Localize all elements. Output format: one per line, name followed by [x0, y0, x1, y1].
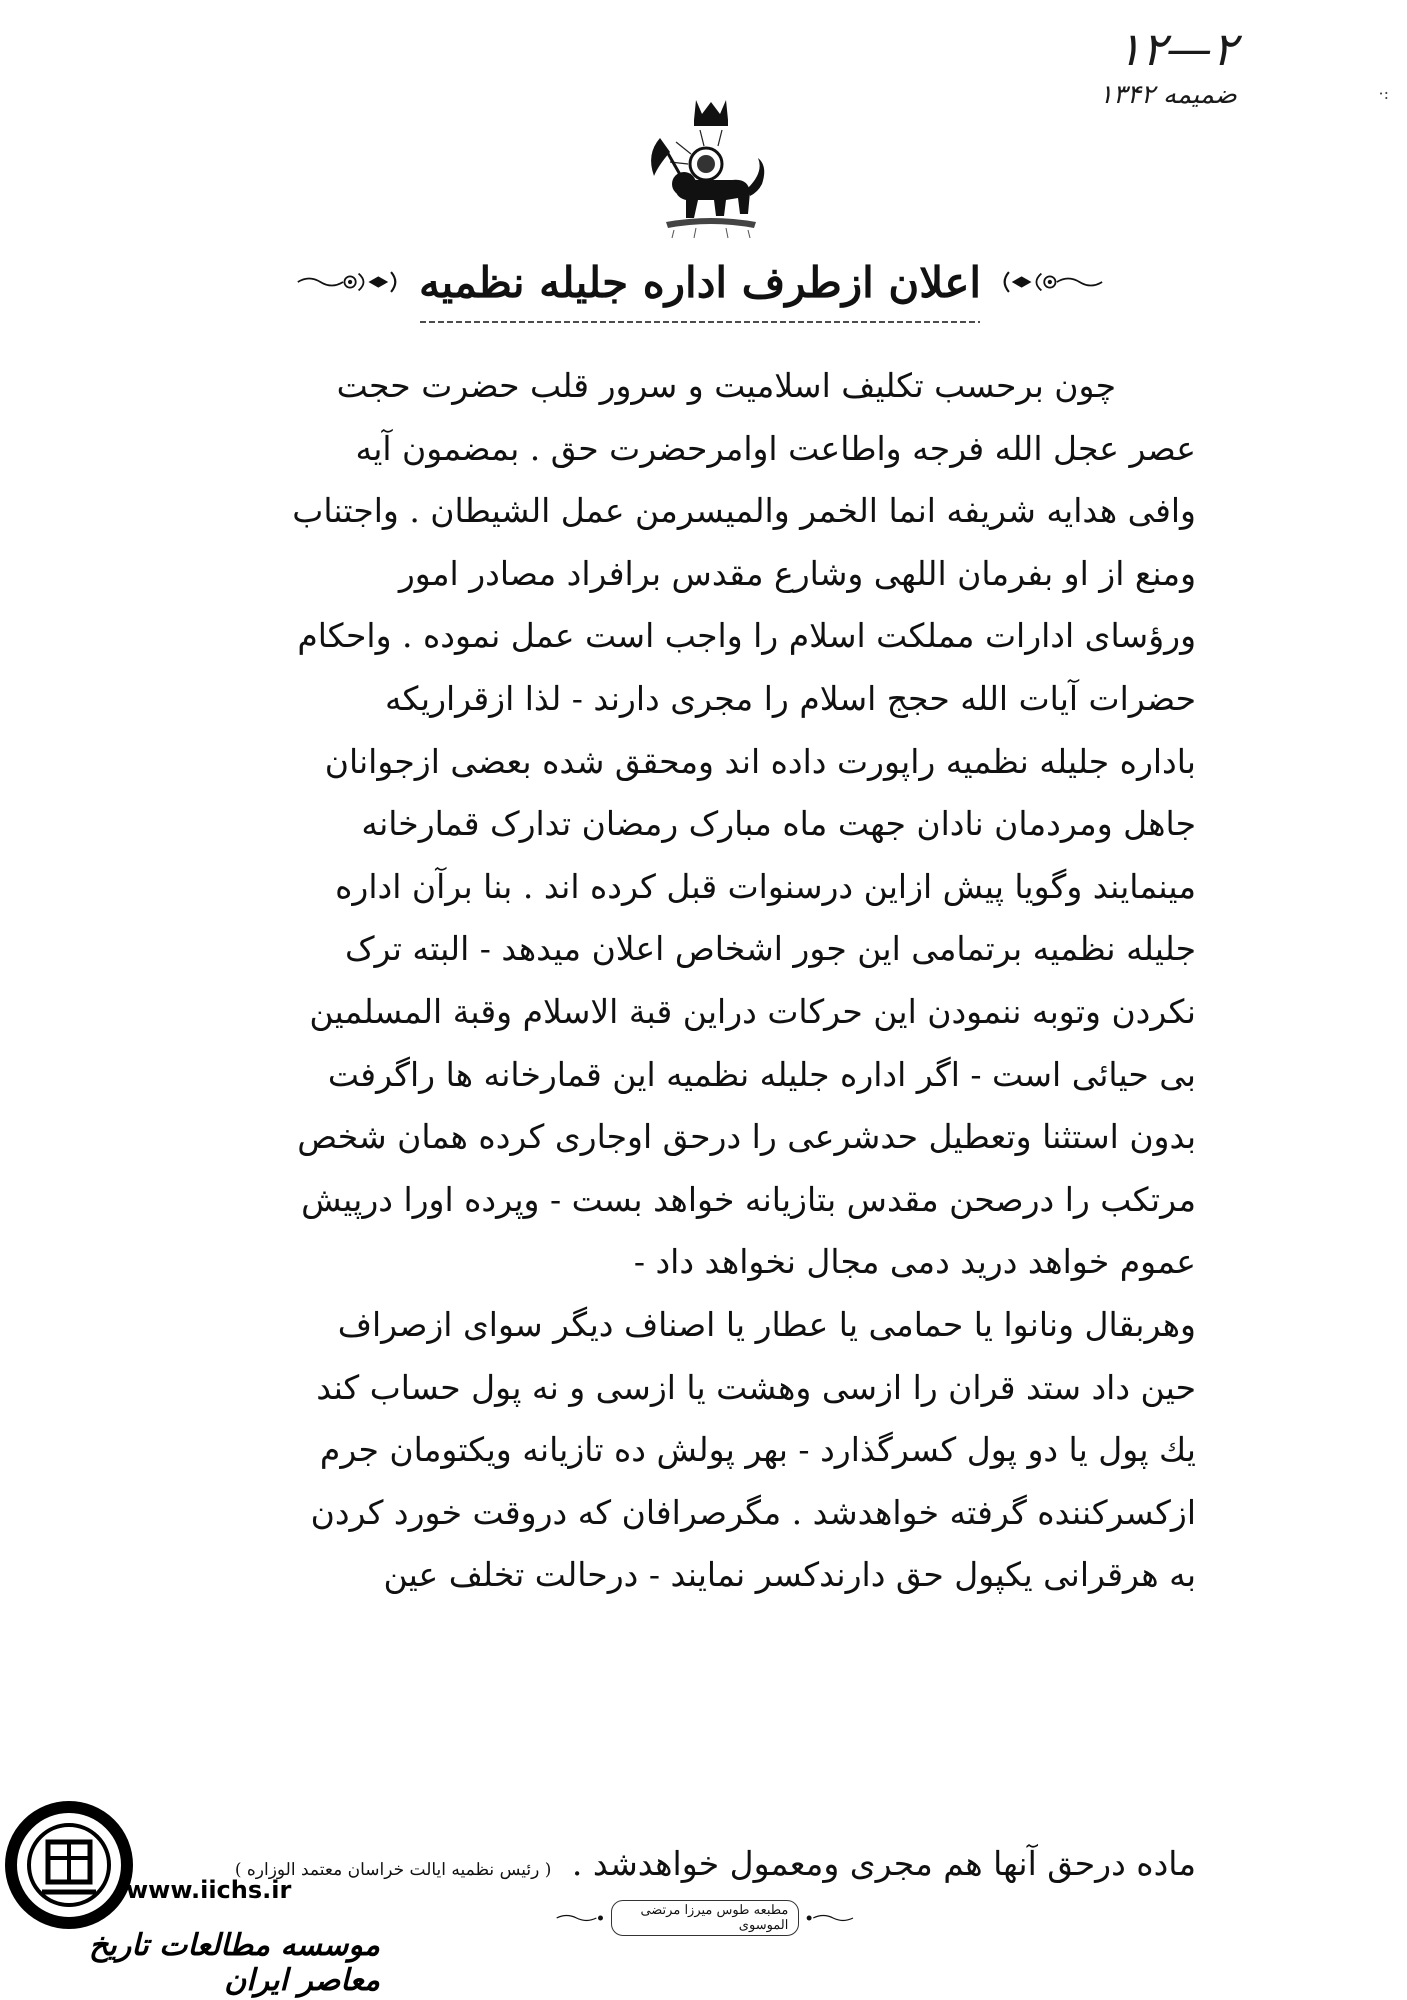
- printer-imprint: [555, 1905, 855, 1931]
- handwritten-reference: [977, 22, 1237, 110]
- body-line: چون برحسب تکلیف اسلامیت و سرور قلب حضرت حجت: [336, 366, 1116, 405]
- archive-watermark: [0, 1800, 380, 2000]
- body-line: حضرات آیات الله حجج اسلام را مجری دارند - لذا ازقراریکه: [384, 678, 1196, 718]
- reference-note: ضمیمه ۱۳۴۲: [1098, 80, 1237, 110]
- ornament-scroll-icon: [555, 1911, 605, 1925]
- reference-number: ۱۲—۲: [1116, 22, 1237, 76]
- lion-and-sun-emblem-icon: [636, 92, 786, 242]
- watermark-url: www.iichs.ir: [126, 1876, 292, 1904]
- notice-title: اعلان ازطرف اداره جلیله نظمیه: [418, 257, 982, 307]
- title-divider: [420, 318, 980, 326]
- body-line: باداره جلیله نظمیه راپورت داده اند ومحقق شده بعضی ازجوانان: [324, 741, 1196, 781]
- closing-text: ماده درحق آنها هم مجری ومعمول خواهدشد .: [571, 1844, 1196, 1883]
- body-line: مینمایند وگویا پیش ازاین درسنوات قبل کرده اند . بنا برآن اداره: [335, 866, 1196, 906]
- signatory: ( رئیس نظمیه ایالت خراسان معتمد الوزاره ): [234, 1860, 552, 1880]
- title-row: [295, 250, 1105, 314]
- ornament-scroll-icon: [999, 262, 1105, 302]
- body-line: حین داد ستد قران را ازسی وهشت یا ازسی و نه پول حساب کند: [316, 1367, 1196, 1407]
- margin-mark: ·:: [1378, 84, 1389, 103]
- body-line: ومنع از او بفرمان اللهی وشارع مقدس برافراد مصادر امور: [398, 553, 1196, 593]
- printer-name: مطبعه طوس میرزا مرتضی الموسوی: [611, 1900, 800, 1936]
- body-line: ازکسرکننده گرفته خواهدشد . مگرصرافان که دروقت خورد کردن: [310, 1492, 1196, 1532]
- ornament-scroll-icon: [295, 262, 401, 302]
- notice-body: [168, 355, 1196, 1607]
- body-line: جاهل ومردمان نادان جهت ماه مبارک رمضان تدارک قمارخانه: [361, 804, 1196, 844]
- body-line: بدون استثنا وتعطیل حدشرعی را درحق اوجاری کرده همان شخص: [297, 1117, 1196, 1157]
- body-line: نکردن وتوبه ننمودن این حرکات دراین قبة الاسلام وقبة المسلمین: [309, 991, 1196, 1031]
- body-line: وافی هدایه شریفه انما الخمر والمیسرمن عمل الشیطان . واجتناب: [292, 491, 1196, 531]
- body-line: ورؤسای ادارات مملکت اسلام را واجب است عمل نموده . واحکام: [297, 616, 1196, 656]
- body-line: عصر عجل الله فرجه واطاعت اوامرحضرت حق . بمضمون آیه: [355, 428, 1196, 468]
- body-line: به هرقرانی یکپول حق دارندکسر نمایند - درحالت تخلف عین: [383, 1555, 1196, 1595]
- watermark-institution: موسسه مطالعات تاریخ معاصر ایران: [89, 1928, 380, 1998]
- body-line: جلیله نظمیه برتمامی این جور اشخاص اعلان میدهد - البته ترک: [345, 929, 1196, 969]
- iichs-logo-icon: [4, 1800, 134, 1930]
- body-line: بی حیائی است - اگر اداره جلیله نظمیه این قمارخانه ها راگرفت: [327, 1054, 1196, 1094]
- body-line: وهربقال ونانوا یا حمامی یا عطار یا اصناف دیگر سوای ازصراف: [337, 1304, 1196, 1344]
- body-line: یك پول یا دو پول کسرگذارد - بهر پولش ده تازیانه ویکتومان جرم: [319, 1430, 1196, 1470]
- ornament-scroll-icon: [805, 1911, 855, 1925]
- body-line: عموم خواهد درید دمی مجال نخواهد داد -: [633, 1242, 1196, 1282]
- body-line: مرتکب را درصحن مقدس بتازیانه خواهد بست - وپرده اورا درپیش: [301, 1179, 1196, 1219]
